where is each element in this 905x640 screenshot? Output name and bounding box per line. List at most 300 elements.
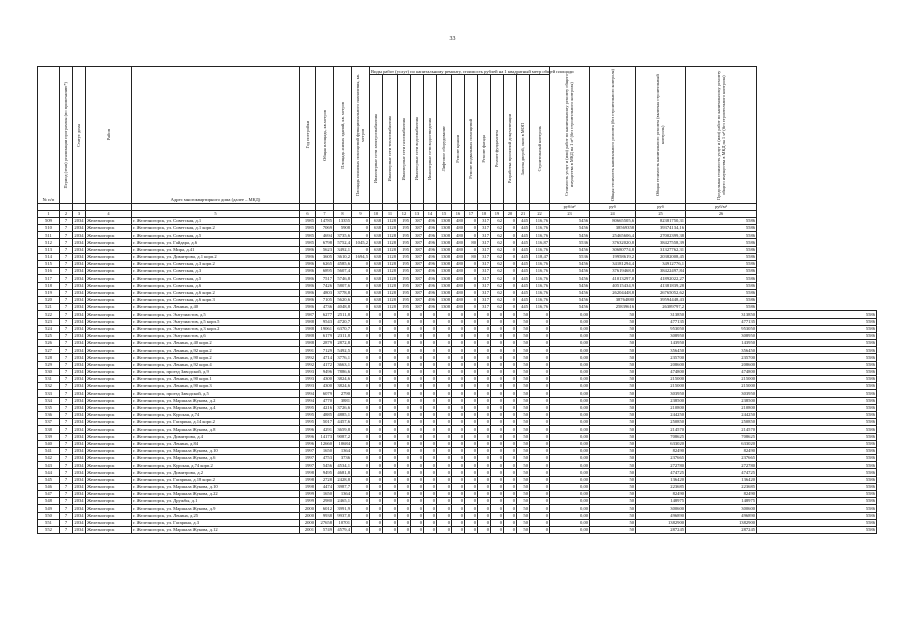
table-cell: 62	[491, 261, 504, 268]
table-cell: 0	[530, 383, 550, 390]
table-cell: 0,00	[550, 426, 590, 433]
table-cell: 50	[590, 311, 636, 318]
table-cell: 50	[517, 491, 530, 498]
header-work-11: Разработка проектной документации	[504, 75, 517, 204]
table-cell: 0	[491, 376, 504, 383]
table-cell: 0	[398, 347, 411, 354]
table-cell: 514	[38, 253, 60, 260]
header-works-group: Виды работ (услуг) по капитальному ремонту, стоимость рублей на 1 квадратный метр общей площади	[370, 67, 550, 75]
table-cell: 551	[38, 519, 60, 526]
table-cell: 387	[411, 268, 424, 275]
table-cell: 0	[504, 526, 517, 533]
table-cell: 638	[370, 304, 383, 311]
table-cell: 313850	[636, 311, 686, 318]
table-cell: 0	[437, 483, 452, 490]
table-cell: 0,00	[550, 519, 590, 526]
table-cell: 0	[504, 239, 517, 246]
table-cell: 0	[478, 498, 491, 505]
table-cell: 480	[452, 225, 465, 232]
table-cell: 0	[504, 455, 517, 462]
table-cell: 0	[411, 440, 424, 447]
table-cell: Железногорск	[86, 311, 132, 318]
table-cell: 445	[517, 268, 530, 275]
table-cell: 0	[504, 340, 517, 347]
table-cell: 5456	[550, 268, 590, 275]
table-cell: 1364	[334, 491, 352, 498]
table-cell: 0,00	[550, 325, 590, 332]
table-cell: 0	[452, 447, 465, 454]
table-cell: 0	[530, 526, 550, 533]
table-cell: 5586	[686, 239, 757, 246]
table-cell: 2001	[300, 526, 316, 533]
table-cell: 0	[478, 354, 491, 361]
address-cell: г. Железногорск, ул. Курская, д.74	[132, 411, 300, 418]
table-cell: 516	[38, 268, 60, 275]
table-cell: 0,00	[550, 433, 590, 440]
table-cell: 0	[383, 311, 398, 318]
table-cell: 1382900	[686, 519, 757, 526]
table-cell: 0	[398, 491, 411, 498]
table-cell: 1986	[300, 253, 316, 260]
address-cell: г. Железногорск, ул. Димитрова, д.4	[132, 433, 300, 440]
table-cell: 2034	[74, 520, 84, 525]
table-cell: 0	[383, 325, 398, 332]
table-cell: 0	[437, 419, 452, 426]
table-cell: 50	[517, 433, 530, 440]
header-work-6: Лифтовое оборудование	[437, 75, 452, 204]
table-cell: 1996	[300, 440, 316, 447]
table-cell: 2034	[74, 254, 84, 260]
table-cell: 0,00	[550, 462, 590, 469]
table-cell: 2034	[74, 304, 84, 310]
table-cell: 1128	[383, 246, 398, 253]
table-cell: 0	[491, 390, 504, 397]
header-work-9: Ремонт фасада	[478, 75, 491, 204]
table-cell: 0	[504, 519, 517, 526]
table-cell: 496	[424, 246, 437, 253]
table-cell: 0	[424, 419, 437, 426]
table-cell: 6895	[316, 268, 334, 275]
table-cell: 50	[590, 491, 636, 498]
table-cell: 0	[352, 232, 370, 239]
table-cell: 143950	[686, 340, 757, 347]
table-cell: 0	[437, 411, 452, 418]
table-cell: 2034	[74, 376, 84, 382]
table-cell: 208600	[636, 361, 686, 368]
table-cell: 0	[383, 498, 398, 505]
table-cell: 7	[60, 296, 73, 303]
table-cell: 0	[452, 498, 465, 505]
table-cell: 0	[352, 282, 370, 289]
table-cell: 0	[383, 390, 398, 397]
header-nonres-area: Площадь нежилых помещений функционального назначения, кв. метров	[352, 67, 370, 204]
table-cell: 0,00	[550, 332, 590, 339]
table-cell: 387	[411, 289, 424, 296]
table-cell: 195	[398, 217, 411, 224]
table-cell: Железногорск	[86, 462, 132, 469]
table-cell: 2000	[300, 512, 316, 519]
table-cell: 50	[517, 325, 530, 332]
table-cell: 14785	[316, 217, 334, 224]
table-cell: 0	[398, 455, 411, 462]
table-cell: 40515434,9	[590, 282, 636, 289]
table-cell: 0	[504, 282, 517, 289]
table-cell: 0	[437, 462, 452, 469]
table-cell: 0	[398, 498, 411, 505]
table-cell: 116,76	[530, 296, 550, 303]
table-cell: 5752,4	[334, 239, 352, 246]
table-cell: 2034	[74, 311, 84, 317]
table-cell: 0	[491, 361, 504, 368]
table-cell: 0	[370, 440, 383, 447]
table-cell: 0	[465, 419, 478, 426]
table-cell: 445	[517, 289, 530, 296]
table-cell: 5586	[757, 390, 877, 397]
table-cell: 0	[352, 447, 370, 454]
table-cell: 0	[452, 512, 465, 519]
unit-cell	[491, 204, 504, 211]
table-cell: 0	[352, 354, 370, 361]
table-cell: 223685	[686, 483, 757, 490]
table-cell: Железногорск	[86, 426, 132, 433]
table-cell: 195	[398, 225, 411, 232]
table-cell: 387	[411, 232, 424, 239]
table-cell: 0	[398, 332, 411, 339]
address-cell: г. Железногорск, ул. Энтузиастов, д.3 корп.2	[132, 325, 300, 332]
table-cell: 0	[398, 505, 411, 512]
table-cell: 496	[424, 268, 437, 275]
table-cell: 5586	[757, 383, 877, 390]
address-cell: г. Железногорск, ул. Ленина, д.40 корп.2	[132, 340, 300, 347]
table-cell: 0	[398, 318, 411, 325]
table-cell: Железногорск	[86, 491, 132, 498]
table-cell: 0	[352, 462, 370, 469]
table-cell: 0	[383, 376, 398, 383]
table-cell: 5586	[757, 419, 877, 426]
table-cell: 0,00	[550, 512, 590, 519]
unit-cell	[398, 204, 411, 211]
table-cell: 0	[491, 311, 504, 318]
table-cell: 5586	[686, 268, 757, 275]
table-cell: 317	[478, 246, 491, 253]
table-cell: 0	[530, 519, 550, 526]
table-cell: 0	[411, 390, 424, 397]
table-cell: 5586	[757, 411, 877, 418]
table-cell: Железногорск	[86, 253, 132, 260]
unit-cell	[38, 204, 60, 211]
table-cell: 0	[491, 404, 504, 411]
table-cell: 0,00	[550, 361, 590, 368]
table-cell: 0	[352, 491, 370, 498]
table-cell: 7	[60, 419, 73, 426]
table-cell: 2428,8	[334, 476, 352, 483]
unit-cell	[424, 204, 437, 211]
table-cell: 208600	[686, 361, 757, 368]
table-cell: 0	[424, 383, 437, 390]
table-cell: 0	[383, 368, 398, 375]
table-cell: 0	[504, 404, 517, 411]
table-cell: 5586	[686, 304, 757, 311]
table-cell: 0	[398, 411, 411, 418]
table-cell: 534	[38, 397, 60, 404]
table-cell: 4534,1	[334, 462, 352, 469]
table-cell: 2790	[334, 390, 352, 397]
column-number: 26	[686, 211, 757, 218]
table-cell: 0	[411, 426, 424, 433]
table-cell: 0	[411, 404, 424, 411]
table-cell: 2034	[74, 361, 84, 367]
address-cell: г. Железногорск, ул. Курская, д.74 корп.2	[132, 462, 300, 469]
table-cell: 0	[411, 411, 424, 418]
table-cell: Железногорск	[86, 332, 132, 339]
table-cell: 0	[504, 318, 517, 325]
table-cell: 480	[452, 217, 465, 224]
table-cell: 0	[383, 469, 398, 476]
table-cell: 0	[504, 390, 517, 397]
unit-cell	[478, 204, 491, 211]
table-cell: 0	[411, 397, 424, 404]
table-cell: 7	[60, 261, 73, 268]
table-cell: Железногорск	[86, 476, 132, 483]
table-cell: 0	[504, 311, 517, 318]
table-cell: 445	[517, 239, 530, 246]
table-cell: 0	[465, 289, 478, 296]
table-cell: 50	[517, 469, 530, 476]
table-cell: 50	[517, 447, 530, 454]
table-cell: Железногорск	[86, 469, 132, 476]
table-cell: 0	[452, 325, 465, 332]
table-cell: 0	[352, 383, 370, 390]
table-cell: 0	[424, 332, 437, 339]
table-cell: 0	[491, 354, 504, 361]
table-cell: 0	[491, 462, 504, 469]
table-cell: 0	[398, 419, 411, 426]
table-cell: 5586	[686, 282, 757, 289]
table-cell: 513	[38, 246, 60, 253]
table-cell: 510	[38, 225, 60, 232]
table-cell: 317	[478, 232, 491, 239]
table-cell: 1993	[300, 383, 316, 390]
header-work-8: Ремонт подвальных помещений	[465, 75, 478, 204]
table-cell: 195	[398, 268, 411, 275]
table-cell: Железногорск	[86, 447, 132, 454]
table-cell: 0	[452, 361, 465, 368]
table-cell: 0	[398, 311, 411, 318]
page-number: 33	[449, 36, 456, 42]
table-cell: 0	[452, 483, 465, 490]
table-cell: 0	[478, 318, 491, 325]
table-cell: 9937,8	[334, 512, 352, 519]
table-cell: 0	[465, 404, 478, 411]
table-cell: 4291	[316, 426, 334, 433]
table-cell: 5908	[334, 225, 352, 232]
header-cost-per-m2: Стоимость услуг и (или) работ по капитальному ремонту общего имущества в МКД на 1 м² (без строительного контроля)	[550, 67, 590, 204]
table-cell: 0	[424, 325, 437, 332]
table-cell: 0	[370, 455, 383, 462]
table-cell: 2879	[316, 340, 334, 347]
header-work-10: Ремонт фундамента	[491, 75, 504, 204]
table-cell: 2034	[74, 440, 84, 446]
address-cell: г. Железногорск, ул. Маршала Жукова, д.12	[132, 526, 300, 533]
table-cell: 543	[38, 462, 60, 469]
table-cell: 143950	[636, 340, 686, 347]
table-cell: 7105	[316, 296, 334, 303]
table-cell: 2034	[74, 469, 84, 475]
table-cell: 7	[60, 519, 73, 526]
table-cell: 0	[465, 296, 478, 303]
table-cell: 0	[465, 311, 478, 318]
table-cell: 0	[370, 462, 383, 469]
table-cell: 5586	[686, 246, 757, 253]
table-cell: 445	[517, 225, 530, 232]
table-cell: 3778,8	[334, 289, 352, 296]
table-cell: 7	[60, 332, 73, 339]
table-cell: 0	[437, 498, 452, 505]
table-cell: 0	[370, 433, 383, 440]
table-cell: 116,76	[530, 246, 550, 253]
address-cell: г. Железногорск, ул. Советская, д.6	[132, 282, 300, 289]
table-cell: 1991	[300, 347, 316, 354]
table-cell: 1364	[334, 447, 352, 454]
table-cell: 0	[465, 455, 478, 462]
table-cell: 1128	[383, 232, 398, 239]
table-cell: 116,87	[530, 239, 550, 246]
unit-cell: руб	[636, 204, 686, 211]
table-cell: 62	[491, 304, 504, 311]
table-cell: 50	[517, 462, 530, 469]
table-cell: 953050	[686, 325, 757, 332]
table-cell: 50	[590, 318, 636, 325]
table-cell: 237665	[686, 455, 757, 462]
table-cell: 1992	[300, 361, 316, 368]
table-cell: 1128	[383, 225, 398, 232]
table-cell: 80	[465, 253, 478, 260]
table-cell: 387	[411, 246, 424, 253]
table-cell: 5586	[686, 253, 757, 260]
table-cell: 547	[38, 491, 60, 498]
table-cell: 0	[504, 304, 517, 311]
table-cell: 0	[478, 455, 491, 462]
table-cell: 2034	[74, 369, 84, 375]
table-cell: 2034	[74, 397, 84, 403]
table-cell: 387	[411, 225, 424, 232]
table-cell: 136420	[636, 476, 686, 483]
table-row	[38, 361, 877, 368]
table-cell: 31327762,31	[636, 246, 686, 253]
table-cell: 6370,7	[334, 325, 352, 332]
table-cell: 1997	[300, 447, 316, 454]
table-row	[38, 462, 877, 469]
table-cell: 5456	[550, 217, 590, 224]
table-cell: Железногорск	[86, 361, 132, 368]
table-cell: 3824,6	[334, 376, 352, 383]
table-cell: 62	[491, 289, 504, 296]
header-no: № п/п	[38, 67, 60, 204]
table-cell: 0	[424, 318, 437, 325]
table-cell: 7	[60, 340, 73, 347]
table-cell: 474725	[636, 469, 686, 476]
column-number: 11	[383, 211, 398, 218]
table-row	[38, 419, 877, 426]
table-cell: Железногорск	[86, 440, 132, 447]
table-cell: 0	[437, 361, 452, 368]
table-cell: 2034	[74, 433, 84, 439]
table-cell: 445	[517, 296, 530, 303]
table-cell: 0	[352, 246, 370, 253]
table-cell: 1308	[437, 253, 452, 260]
table-cell: 0	[398, 397, 411, 404]
unit-cell	[452, 204, 465, 211]
table-cell: 0	[452, 411, 465, 418]
table-cell: 445	[517, 304, 530, 311]
table-cell: 0	[370, 340, 383, 347]
table-cell: 7	[60, 383, 73, 390]
address-cell: г. Железногорск, ул. Ленина, д.92 корп.4	[132, 361, 300, 368]
table-cell: 0	[491, 498, 504, 505]
table-cell: 5749	[316, 526, 334, 533]
table-cell: 2034	[74, 512, 84, 518]
table-cell: 50	[590, 332, 636, 339]
table-cell: 0	[465, 411, 478, 418]
table-cell: 39594448,43	[636, 296, 686, 303]
table-cell: 0	[370, 491, 383, 498]
table-cell: 0	[370, 397, 383, 404]
table-cell: 0	[411, 347, 424, 354]
table-cell: 4048,8	[334, 304, 352, 311]
table-cell: 0	[478, 361, 491, 368]
table-cell: 4753	[316, 455, 334, 462]
table-cell: 0	[504, 253, 517, 260]
address-cell: г. Железногорск, ул. Димитрова, д.2	[132, 469, 300, 476]
table-cell: 0	[465, 383, 478, 390]
table-cell: 542	[38, 455, 60, 462]
table-cell: 7	[60, 217, 73, 224]
unit-cell	[86, 204, 132, 211]
table-cell: 0	[504, 361, 517, 368]
table-cell: 214570	[686, 426, 757, 433]
table-cell: 148975	[686, 498, 757, 505]
table-cell: 1382900	[636, 519, 686, 526]
table-cell: 5536	[550, 239, 590, 246]
table-cell: 39374134,16	[636, 225, 686, 232]
table-cell: 5586	[757, 491, 877, 498]
table-cell: 50	[517, 512, 530, 519]
table-row	[38, 483, 877, 490]
table-cell: 0	[383, 318, 398, 325]
table-cell: 20382008,45	[636, 253, 686, 260]
table-cell: 0	[491, 411, 504, 418]
table-cell: 0	[383, 526, 398, 533]
table-cell: 9495	[316, 469, 334, 476]
table-cell: 0	[370, 426, 383, 433]
table-cell: 0	[383, 491, 398, 498]
table-cell: 5456	[550, 246, 590, 253]
table-cell: 0	[478, 483, 491, 490]
table-cell: 0	[465, 440, 478, 447]
table-cell: 50	[590, 512, 636, 519]
table-cell: 0	[424, 498, 437, 505]
table-cell: 50	[590, 376, 636, 383]
column-number: 5	[132, 211, 300, 218]
table-cell: 524	[38, 325, 60, 332]
table-cell: 0	[424, 476, 437, 483]
table-cell: 50	[590, 390, 636, 397]
table-cell: 7	[60, 311, 73, 318]
table-cell: 0	[411, 526, 424, 533]
table-cell: 1993	[300, 368, 316, 375]
table-cell: 1998	[300, 483, 316, 490]
table-cell: 1988	[300, 340, 316, 347]
